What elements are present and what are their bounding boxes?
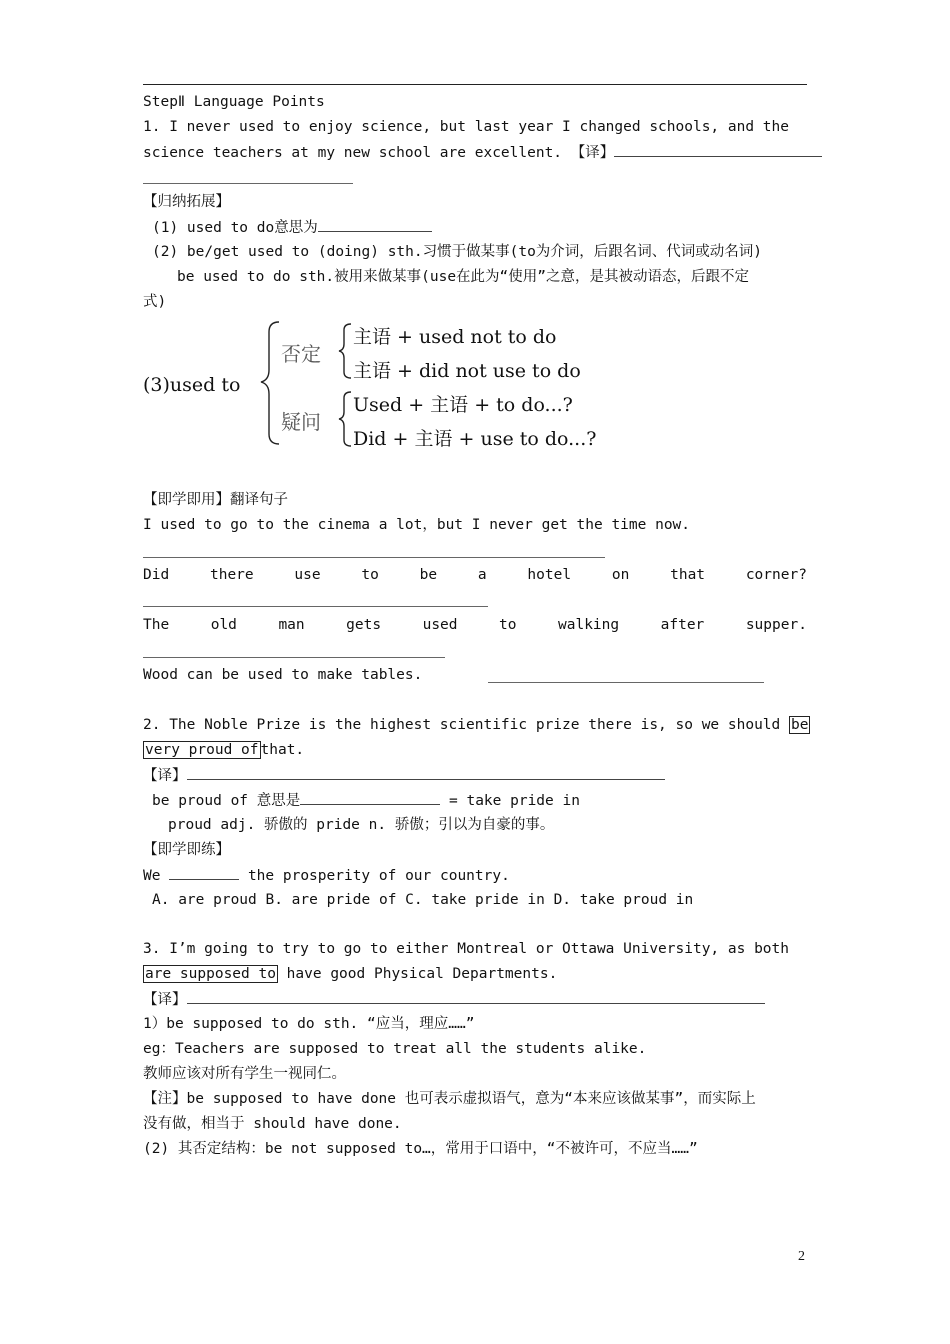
word: gets [346,617,382,633]
practice1-blank3 [143,657,445,658]
q1-answer-blank-cont [143,183,353,184]
q2-translate-blank [187,765,665,780]
word: corner? [745,567,807,583]
word: used [422,617,458,633]
q2-translate [143,765,665,786]
q3-translate [143,989,765,1010]
word: a [477,567,487,583]
word: The [143,617,170,633]
practice1-sentence1: I used to go to the cinema a lot，but I never get the time now. [143,517,691,533]
q2-meaning-blank [300,790,440,805]
q1-line1: 1. I never used to enjoy science, but last year I changed schools, and the [143,119,790,135]
word: walking [558,617,620,633]
section-heading: StepⅡ Language Points [143,94,325,110]
q1-line2 [143,142,822,163]
main-brace [261,322,279,444]
q3-boxed-phrase: are supposed to [145,966,276,982]
practice1-blank4 [488,682,764,683]
q1-line2-text: science teachers at my new school are excellent. 【译】 [143,145,615,161]
q3-line2-text: have good Physical Departments. [277,966,558,982]
q3-example-cn: 教师应该对所有学生一视同仁。 [143,1066,346,1082]
practice1-sentence2 [143,565,807,585]
summary-item1-text: (1) used to do意思为 [152,220,318,236]
summary-item3a: be used to do sth.被用来做某事(use在此为“使用”之意，是其被动语态，后跟不定 [177,269,750,285]
word: old [210,617,237,633]
q2-meaning-eq: = take pride in [449,793,580,809]
q3-translate-label: 【译】 [143,992,187,1008]
q3-line2 [143,964,557,984]
q2-meaning-text: be proud of 意思是 [152,793,301,809]
summary-item1 [152,217,432,238]
q2-exercise [143,865,510,886]
q2-exercise-title: 【即学即练】 [143,842,230,858]
q2-line1-text: 2. The Noble Prize is the highest scientific prize there is, so we should [143,717,781,733]
word: after [660,617,705,633]
diagram-negative-form2: 主语 + did not use to do [353,360,581,382]
q2-exercise-pre: We [143,868,161,884]
q2-exercise-blank [169,865,239,880]
practice1-sentence3 [143,615,807,635]
practice1-sentence4: Wood can be used to make tables. [143,667,423,683]
q2-line2 [143,740,304,760]
q2-meaning [152,790,580,811]
word: supper. [745,617,807,633]
diagram-root: (3)used to [143,374,241,396]
word: Did [143,567,170,583]
practice1-blank2 [143,606,488,607]
diagram-negative-form1: 主语 + used not to do [353,326,557,348]
q3-point2: (2) 其否定结构：be not supposed to…，常用于口语中，“不被许可，不应当……” [143,1141,698,1157]
word: man [278,617,305,633]
q2-exercise-post: the prosperity of our country. [247,868,510,884]
diagram-question-label: 疑问 [281,410,321,434]
diagram-negative-label: 否定 [281,342,321,366]
word: hotel [527,567,572,583]
q3-translate-blank [187,989,765,1004]
negative-brace [339,324,351,378]
q3-note-line1: 【注】be supposed to have done 也可表示虚拟语气，意为“本来应该做某事”，而实际上 [143,1091,756,1107]
diagram-question-form2: Did + 主语 + use to do...? [353,428,597,450]
q3-example: eg：Teachers are supposed to treat all the students alike. [143,1041,647,1057]
q1-answer-blank [614,142,822,157]
q2-boxed-phrase-b: very proud of [145,742,259,758]
q2-line1 [143,715,810,735]
word: to [361,567,379,583]
word: be [419,567,438,583]
summary-item3b: 式) [143,294,167,310]
summary-title: 【归纳拓展】 [143,194,230,210]
practice1-blank1 [143,557,605,558]
q2-options: A. are proud B. are pride of C. take pride in D. take proud in [152,892,694,908]
q2-boxed-phrase-a: be [791,717,809,733]
question-brace [339,392,351,446]
q2-words: proud adj. 骄傲的 pride n. 骄傲；引以为自豪的事。 [168,817,555,833]
header-rule [143,84,807,85]
word: to [499,617,517,633]
page-number: 2 [798,1249,805,1264]
q3-note-line2: 没有做，相当于 should have done. [143,1116,402,1132]
used-to-diagram [143,318,663,448]
q2-translate-label: 【译】 [143,768,187,784]
word: that [670,567,706,583]
q3-line1: 3. I’m going to try to go to either Montreal or Ottawa University, as both [143,941,790,957]
summary-item1-blank [318,217,432,232]
diagram-question-form1: Used + 主语 + to do...? [353,394,573,416]
word: use [294,567,321,583]
word: there [209,567,254,583]
summary-item2: (2) be/get used to (doing) sth.习惯于做某事(to为介词，后跟名词、代词或动名词) [152,244,763,260]
q3-point1: 1）be supposed to do sth. “应当，理应……” [143,1016,475,1032]
q2-line2-text: that. [260,742,305,758]
practice1-title: 【即学即用】翻译句子 [143,492,288,508]
word: on [611,567,630,583]
